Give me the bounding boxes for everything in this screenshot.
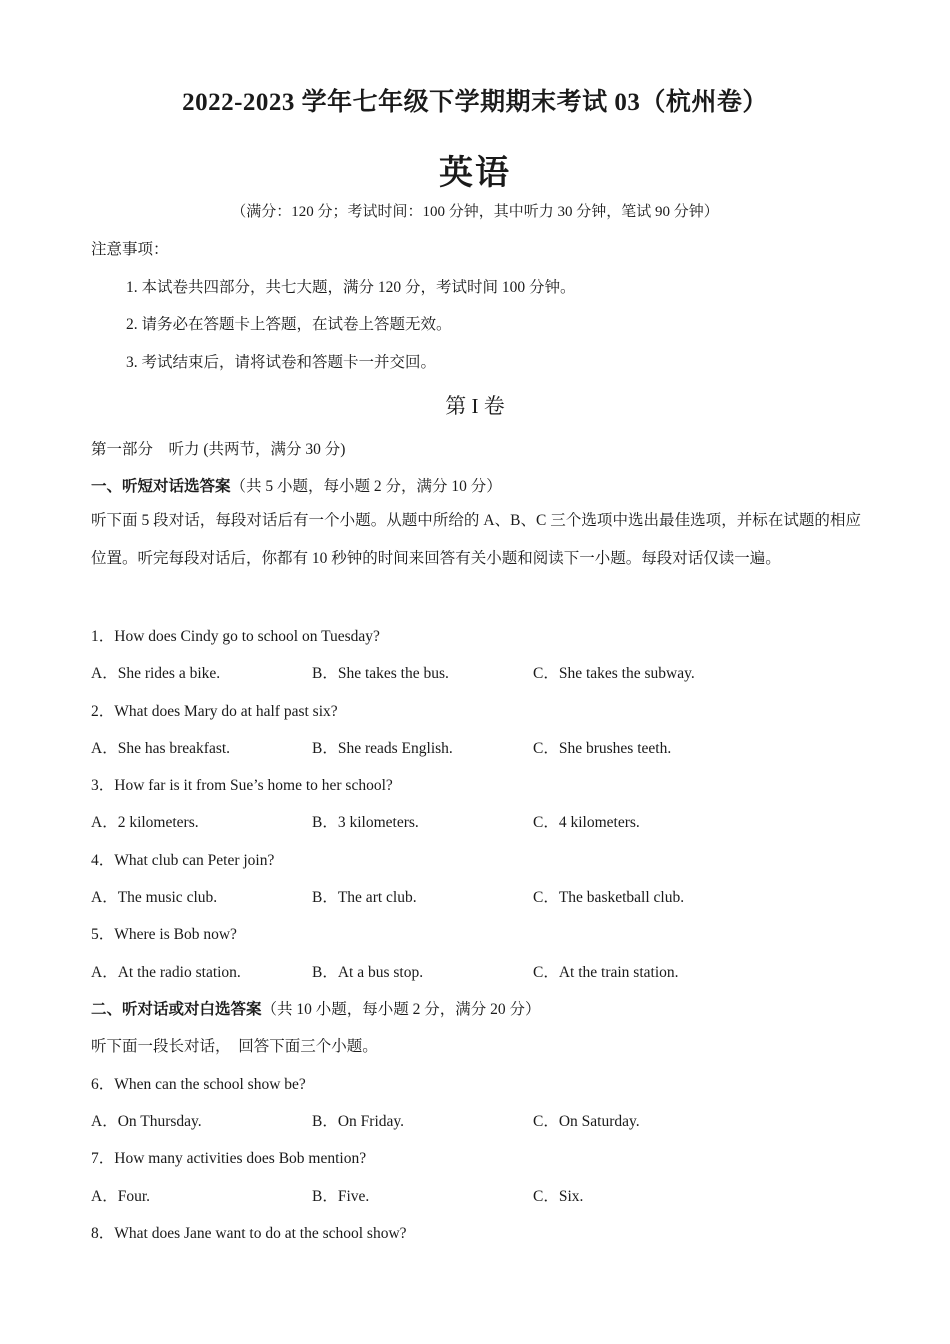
option-c: C．At the train station. [533,964,679,981]
exam-info: （满分：120 分；考试时间：100 分钟，其中听力 30 分钟，笔试 90 分钟） [231,204,719,220]
option-a: A．Four. [91,1188,150,1205]
section-desc: （共 10 小题，每小题 2 分，满分 20 分） [261,1001,541,1018]
section-heading [91,474,502,496]
section-heading [91,997,541,1019]
option-b: B．On Friday. [312,1113,404,1130]
option-a: A．On Thursday. [91,1113,202,1130]
option-b: B．She takes the bus. [312,665,449,682]
question-text: 8．What does Jane want to do at the school show? [91,1225,407,1242]
option-a: A．2 kilometers. [91,814,199,831]
subject-title: 英语 [439,155,511,192]
question-text: 6．When can the school show be? [91,1076,306,1093]
option-c: C．Six. [533,1188,584,1205]
option-a: A．At the radio station. [91,964,241,981]
notice-item: 2. 请务必在答题卡上答题，在试卷上答题无效。 [126,316,452,333]
option-c: C．4 kilometers. [533,814,640,831]
section-title: 二、听对话或对白选答案 [91,1001,262,1018]
section-title: 一、听短对话选答案 [91,478,231,495]
question-text: 1．How does Cindy go to school on Tuesday? [91,628,380,645]
option-a: A．She rides a bike. [91,665,221,682]
question-text: 2．What does Mary do at half past six? [91,703,338,720]
option-c: C．On Saturday. [533,1113,640,1130]
question-text: 5．Where is Bob now? [91,926,237,943]
option-b: B．Five. [312,1188,370,1205]
part-heading: 第一部分 听力 (共两节，满分 30 分) [91,441,346,458]
option-b: B．3 kilometers. [312,814,419,831]
notice-item: 3. 考试结束后，请将试卷和答题卡一并交回。 [126,354,437,371]
question-text: 4．What club can Peter join? [91,852,275,869]
notice-heading: 注意事项： [91,241,169,258]
section-desc: （共 5 小题，每小题 2 分，满分 10 分） [230,478,502,495]
option-b: B．At a bus stop. [312,964,424,981]
option-b: B．She reads English. [312,740,453,757]
section-instructions: 听下面一段长对话， 回答下面三个小题。 [91,1038,378,1055]
option-c: C．The basketball club. [533,889,685,906]
exam-title: 2022-2023 学年七年级下学期期末考试 03（杭州卷） [182,89,768,116]
option-b: B．The art club. [312,889,417,906]
option-c: C．She takes the subway. [533,665,695,682]
section-instructions: 听下面 5 段对话，每段对话后有一个小题。从题中所给的 A、B、C 三个选项中选出最佳选项，并标在试题的相应位置。听完每段对话后，你都有 10 秒钟的时间来回答有关小题和阅读下一小题。每段对话仅读一遍。 [91,512,861,567]
notice-item: 1. 本试卷共四部分，共七大题，满分 120 分，考试时间 100 分钟。 [126,279,576,296]
option-a: A．The music club. [91,889,218,906]
option-a: A．She has breakfast. [91,740,231,757]
question-text: 3．How far is it from Sue’s home to her school? [91,777,393,794]
question-text: 7．How many activities does Bob mention? [91,1150,367,1167]
option-c: C．She brushes teeth. [533,740,672,757]
volume-heading: 第 I 卷 [445,394,505,418]
